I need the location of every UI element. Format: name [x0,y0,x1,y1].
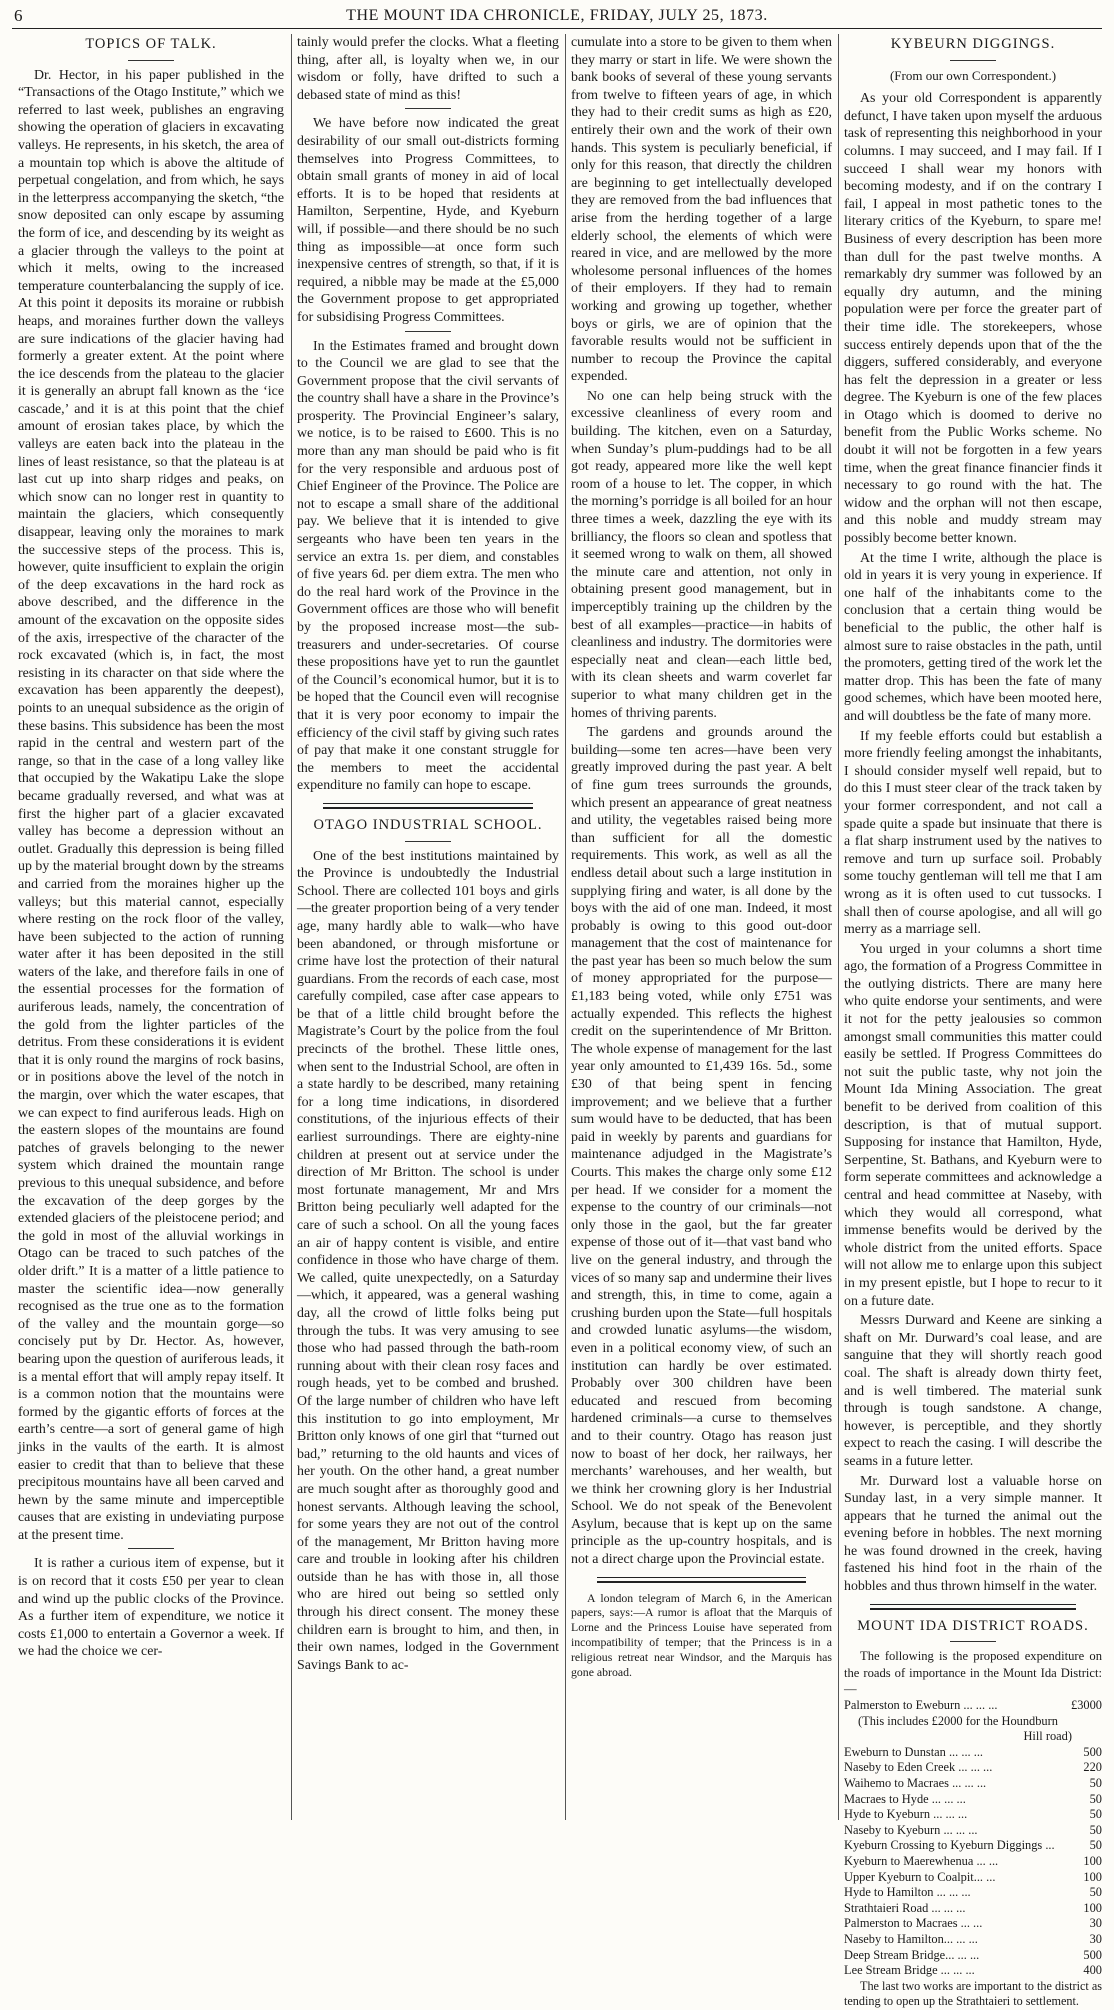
column-rule [838,34,839,1820]
masthead [12,6,1102,29]
heading-topics-of-talk: TOPICS OF TALK. [85,36,217,52]
road-name: Naseby to Eden Creek ... ... ... [844,1760,993,1775]
article-paragraph: One of the best institutions maintained by the Province is undoubtedly the Industrial School. There are collected 101 boys and girls—the greater proportion being of a very tender age, many hardly able to walk—who have been abandoned, or through misfortune or crime have lost the protection of their natural guardians. From the records of each case, most carefully compiled, case after case appears to be that of a little child brought before the Magistrate’s Court by the police from the foul precincts of the brothel. These little ones, when sent to the Industrial School, are often in a state hardly to be described, many retaining for a long time indications, in disordered constitutions, of the injurious effects of their earliest surroundings. There are eighty-nine children at present out at service under the direction of Mr Britton. The school is under most fortunate management, Mr and Mrs Britton being peculiarly well adapted for the care of such a school. On all the young faces an air of happy content is visible, and entire confidence in those who have charge of them. We called, quite unexpectedly, on a Saturday—which, it appeared, was a general washing day, all the crowd of little folks being put through the tubs. It was very amusing to see those who had passed through the bath-room running about with their clean rosy faces and rough heads, yet to be combed and brushed. Of the large number of children who have left this institution to go into employment, Mr Britton only knows of one girl that “turned out bad,” returning to the old haunts and vices of her youth. On the other hand, a great number are much sought after as thoroughly good and honest servants. Although leaving the school, for some years they are not out of the control of the management, Mr Britton having more care and trouble in looking after his children outside than he has with those in, all those who are hired out being so settled only through his direct consent. The money these children earn is brought to him, and then, in their own names, lodged in the Government Savings Bank to ac- [297,848,559,1673]
road-amount: 100 [1083,1853,1102,1868]
short-rule [128,1548,174,1549]
article-paragraph: In the Estimates framed and brought down to the Council we are glad to see that the Government propose that the civil servants of the country shall have a share in the Province’s prosperity. The Provincial Engineer’s salary, we notice, is to be raised to £600. This is no more than any man should be paid who is fit for the very responsible and arduous post of Chief Engineer of the Province. The Police are not to escape a small share of the additional pay. We believe that it is intended to give sergeants who have been ten years in the service an extra 1s. per diem, and constables of five years 6d. per diem extra. The men who do the real hard work of the Province in the Government offices are those who will benefit by the proposed increase most—the sub-treasurers and under-secretaries. Of course these propositions have yet to run the gauntlet of the Council’s economical humor, but it is to be hoped that the Council even will recognise that it is very poor economy to impair the efficiency of the civil staff by giving such rates of pay that make it one constant struggle for the members to meet the accidental expenditure no family can hope to escape. [297,338,559,794]
road-amount: 50 [1089,1838,1102,1853]
article-paragraph: As your old Correspondent is apparently defunct, I have taken upon myself the arduous task of representing this neighborhood in your columns. I may succeed, and I may fail. If I succeed I shall wear my honors with becoming modesty, and if on the contrary I fail, I appeal in most pathetic tones to the literary critics of the Kyeburn, to spare me! Business of every description has been more than dull for the past twelve months. A remarkably dry summer was followed by an equally dry autumn, and the mining population were per force the greater part of their time idle. The storekeepers, whose success entirely depends upon that of the the diggers, suffered considerably, and everyone has felt the depression in a greater or less degree. The Kyeburn is one of the few places in Otago which is doomed to derive no benefit from the Public Works scheme. No doubt it will not be forgotten in a few years time, when the great finance financier finds it necessary to go round with the hat. The widow and the orphan will not then escape, and this noble and muddy stream may possibly become better known. [844,91,1102,547]
road-amount: 100 [1083,1869,1102,1884]
road-name: Palmerston to Eweburn ... ... ... [844,1698,998,1713]
expenditure-row [844,1807,1102,1823]
road-amount: 50 [1089,1791,1102,1806]
expenditure-note: Hill road) [1023,1729,1072,1744]
road-name: Waihemo to Macraes ... ... ... [844,1776,987,1790]
column-rule [291,34,292,1820]
road-amount: 30 [1089,1931,1102,1946]
expenditure-row [844,1698,1102,1714]
road-name: Hyde to Hamilton ... ... ... [844,1885,971,1900]
road-amount: 100 [1083,1900,1102,1915]
road-name: Macraes to Hyde ... ... ... [844,1791,966,1806]
expenditure-row [844,1776,1102,1792]
road-name: Eweburn to Dunstan ... ... ... [844,1744,984,1759]
expenditure-row [844,1854,1102,1870]
article-paragraph: Messrs Durward and Keene are sinking a shaft on Mr. Durward’s coal lease, and are sanguine that they will shortly reach good coal. The shaft is already down thirty feet, and is well timbered. The material sunk through is tough sandstone. A change, however, is perceptible, and they shortly expect to reach the casing. I will describe the seams in a future letter. [844,1313,1102,1469]
article-paragraph: cumulate into a store to be given to them when they marry or start in life. We were shown the bank books of several of these young servants from twelve to fifteen years of age, in which they had to their credit sums as high as £20, entirely their own and the work of their own hands. This system is peculiarly beneficial, if only for this reason, that directly the children are beginning to get intellectually developed they are removed from the bad influences that arise from the herding together of a large elderly school, the elements of which were reared in vice, and are mellowed by the more wholesome personal influences of the homes of their employers. If they had to remain working and growing up together, whether boys or girls, we are of opinion that the favorable results would not be sufficient in number to recoup the Province the capital expended. [571,35,832,385]
road-name: Strathtaieri Road ... ... ... [844,1900,966,1915]
column-4 [844,34,1103,2009]
road-amount: 400 [1083,1963,1102,1978]
expenditure-row [844,1838,1102,1854]
column-rule [565,34,566,1820]
column-2 [297,34,559,1820]
expenditure-note: (This includes £2000 for the Houndburn [858,1713,1058,1728]
short-rule [128,60,174,61]
roads-intro: The following is the proposed expenditure on the roads of importance in the Mount Ida District:— [844,1649,1102,1697]
short-rule [405,331,451,332]
expenditure-row [844,1745,1102,1761]
short-rule [405,841,451,842]
road-amount: 50 [1089,1822,1102,1837]
expenditure-row [844,1932,1102,1948]
expenditure-note-row [844,1729,1102,1745]
column-1 [18,34,284,1820]
road-name: Upper Kyeburn to Coalpit... ... [844,1869,996,1884]
section-rule [597,1577,806,1583]
short-rule [950,1641,996,1642]
article-paragraph: It is rather a curious item of expense, but it is on record that it costs £50 per year to clean and wind up the public clocks of the Province. As a further item of expenditure, we notice it costs £1,000 to entertain a Governor a week. If we had the choice we cer- [18,1556,284,1660]
road-name: Deep Stream Bridge... ... ... [844,1947,980,1962]
subheading-correspondent: (From our own Correspondent.) [889,67,1057,83]
article-paragraph: Mr. Durward lost a valuable horse on Sunday last, in a very simple manner. It appears that he turned the animal out the evening before in hobbles. The next morning he was found drowned in the creek, having fastened his hind foot in the rhain of the hobbles and thus thrown himself in the water. [844,1473,1102,1595]
road-name: Hyde to Kyeburn ... ... ... [844,1807,968,1822]
road-name: Kyeburn to Maerewhenua ... ... [844,1853,999,1868]
road-name: Naseby to Hamilton... ... ... [844,1931,978,1946]
road-name: Palmerston to Macraes ... ... [844,1916,983,1931]
page-number: 6 [14,6,23,25]
roads-footnote: The last two works are important to the district as tending to open up the Strathtaieri to settlement. [844,1978,1103,2009]
article-paragraph: The gardens and grounds around the building—some ten acres—have been very greatly improved during the past year. A belt of fine gum trees surrounds the grounds, which present an appearance of great neatness and utility, the vegetables raised being more than sufficient for all the domestic requirements. This work, as well as all the endless detail about such a large institution in supplying firing and water, is all done by the boys with the aid of one man. Indeed, it most probably is owing to this good out-door management that the cost of maintenance for the past year has been so much below the sum of money appropriated for the purpose—£1,183 being voted, while only £751 was actually expended. This reflects the highest credit on the superintendence of Mr Britton. The whole expense of management for the last year only amounted to £1,439 16s. 5d., some £30 of that being spent in fencing improvement; and we believe that a further sum would have to be deducted, that has been paid in weekly by parents and guardians for maintenance adjudged in the Magistrate’s Courts. This makes the charge only some £12 per head. If we consider for a moment the expense to the country of our criminals—not only those in the gaol, but the far greater expense of those out of it—that vast band who live on the general industry, and through the vices of so many sap and undermine their lives and strength, this, in time to come, again a crushing burden upon the State—full hospitals and crowded lunatic asylums—the wisdom, even in a political economy view, of such an institution can hardly be over estimated. Probably over 300 children have been educated and rescued from becoming hardened criminals—a curse to themselves and to their country. Otago has reason just now to boast of her dock, her railways, her merchants’ warehouses, and her wealth, but we think her crowning glory is her Industrial School. We do not speak of the Benevolent Asylum, because that is kept up on the same principle as the up-country hospitals, and is not a direct charge upon the Provincial estate. [571,725,832,1568]
expenditure-row [844,1870,1102,1886]
short-rule [950,60,996,61]
expenditure-row [844,1885,1102,1901]
road-amount: 50 [1089,1776,1102,1790]
road-name: Lee Stream Bridge ... ... ... [844,1963,975,1978]
column-3 [571,34,832,1820]
expenditure-row [844,1792,1102,1808]
road-name: Kyeburn Crossing to Kyeburn Diggings ... [844,1838,1055,1853]
heading-kybeurn-diggings: KYBEURN DIGGINGS. [890,36,1056,52]
road-name: Naseby to Kyeburn ... ... ... [844,1822,978,1837]
short-rule [405,108,451,109]
road-amount: 500 [1083,1744,1102,1759]
section-rule [323,803,533,809]
expenditure-table [844,1698,1102,1979]
article-paragraph: At the time I write, although the place is old in years it is very young in experience. If one half of the inhabitants come to the conclusion that a certain thing would be beneficial to the public, the other half is almost sure to raise obstacles in the path, until the promoters, getting tired of the work let the matter drop. This has been the fate of many good schemes, which have been mooted here, and will doubtless be the fate of many more. [844,550,1102,724]
road-amount: 500 [1083,1947,1102,1962]
expenditure-note-row [844,1714,1102,1730]
road-amount: 30 [1089,1916,1102,1931]
section-rule [870,1604,1076,1610]
expenditure-row [844,1916,1102,1932]
road-amount: 50 [1089,1885,1102,1900]
expenditure-row [844,1948,1102,1964]
article-paragraph: tainly would prefer the clocks. What a fleeting thing, after all, is loyalty when we, in our wisdom or folly, have drifted to such a debased state of mind as this! [297,35,559,103]
article-paragraph: We have before now indicated the great desirability of our small out-districts forming themselves into Progress Committees, to obtain small grants of money in aid of local efforts. It is to be hoped that residents at Hamilton, Serpentine, Hyde, and Kyeburn will, if possible—and there should be no such thing as impossible—at once form such inexpensive centres of strength, so that, if it is required, a nibble may be made at the £5,000 the Government propose to get appropriated for subsidising Progress Committees. [297,116,559,325]
expenditure-row [844,1963,1102,1979]
article-paragraph: If my feeble efforts could but establish a more friendly feeling amongst the inhabitants, I should consider myself well repaid, but to do this I must steer clear of the track taken by your former correspondent, and not call a spade quite a spade but insinuate that there is a flat sharp instrument used by the natives to remove and turn up surface soil. Probably some touchy gentleman will tell me that I am wrong as it is often used to cut tussocks. I shall then of course apologise, and all will go merry as a marriage sell. [844,728,1102,938]
article-paragraph: You urged in your columns a short time ago, the formation of a Progress Committee in the outlying districts. There are many here who quite endorse your sentiments, and were it not for the petty jealousies so common amongst small communities this matter could easily be settled. If Progress Committees do not suit the public taste, why not join the Mount Ida Mining Association. The great benefit to be derived from coalition of this description, is that of mutual support. Supposing for instance that Hamilton, Hyde, Serpentine, St. Bathans, and Kyeburn were to form seperate committees and acknowledge a central and head committee at Naseby, with which they would all correspond, what immense benefits would be derived by the whole district from the united efforts. Space will not allow me to enlarge upon this subject in my present epistle, but I hope to recur to it on a future date. [844,941,1102,1309]
expenditure-row [844,1823,1102,1839]
expenditure-row [844,1901,1102,1917]
masthead-title: THE MOUNT IDA CHRONICLE, FRIDAY, JULY 25, 1873. [346,7,768,24]
article-paragraph: No one can help being struck with the excessive cleanliness of every room and building. The kitchen, even on a Saturday, when Sunday’s plum-puddings had to be all got ready, appeared more like the well kept room of a house to let. The copper, in which the morning’s porridge is all boiled for an hour three times a week, dazzling the eye with its brilliancy, the floors so clean and spotless that it seemed wrong to walk on them, all showed the minute care and attention, not only in obtaining present good management, but in imperceptibly training up the children by the best of all examples—practice—in habits of cleanliness and industry. The dormitories were especially neat and clean—each little bed, with its clean sheets and warm coverlet far superior to what many children get in the homes of thriving parents. [571,388,832,721]
road-amount: £3000 [1071,1698,1102,1713]
expenditure-row [844,1760,1102,1776]
heading-industrial-school: OTAGO INDUSTRIAL SCHOOL. [313,816,543,833]
article-paragraph: Dr. Hector, in his paper published in the “Transactions of the Otago Institute,” which we referred to last week, publishes an engraving showing the operation of glaciers in excavating valleys. He represents, in his sketch, the area of a mountain top which is above the altitude of perpetual congelation, and from which, he says in the letterpress accompanying the sketch, “the snow deposited can only escape by assuming the form of ice, and descending by its weight as a glacier through the valleys to the point at which it melts, owing to the increased temperature counterbalancing the supply of ice. At this point it deposits its moraine or rubbish heaps, and moraines further down the valleys are sure indications of the glacier having had formerly a greater extent. At the point where the ice descends from the plateau to the glacier it is generally an abrupt fall known as the ‘ice cascade,’ and it is at this point that the chief amount of erosian takes place, by which the valleys are eaten back into the plateau in the lines of least resistance, so that the plateau is at last cut up into sharp ridges and peaks, on which snow can no longer rest in quantity to maintain the glaciers, which consequently disappear, leaving only the moraines to mark the successive steps of the process. This is, however, quite insufficient to explain the origin of the deep excavations in the hard rock as above described, and the difference in the amount of the excavation on the opposite sides of the axis, irrespective of the character of the rock excavated (which is, in fact, the most resisting in its character on that side where the excavation has been apparently the deepest), points to an unequal subsidence as the origin of these basins. This subsidence has been the most rapid in the central and western part of the range, so that in the case of a long valley like that occupied by the Wakatipu Lake the slope became gradually reversed, and what was at first the higher part of a glacier excavated valley has become a depression without an outlet. Gradually this depression is being filled up by the material brought down by the streams and carried from the moraines higher up the valleys; but this material cannot, especially where resting on the rock floor of the valley, have been subjected to the action of running water after it has been deposited in the still waters of the lake, and therefore fails in one of the essential processes for the formation of auriferous leads, namely, the concentration of the gold from the lighter particles of the detritus. From these considerations it is evident that it is only round the margins of rock basins, or in positions above the level of the notch in the margin, over which the water escapes, that we can expect to find auriferous leads. High on the eastern slopes of the mountains are found patches of gravels belonging to the newer system which drained the mountain range previous to this unequal subsidence, and before the excavation of the deep gorges by the extended glaciers of the pleistocene period; and the gold in most of the alluvial workings in Otago can be traced to such patches of the older drift.” It is a matter of a little patience to master the scientific idea—now generally recognised as the true one as to the formation of the valley and the mountain gorge—so concisely put by Dr. Hector. As, however, bearing upon the question of auriferous leads, it is a mental effort that will amply repay itself. It is a common notion that the mountains were formed by the gigantic efforts of forces at the earth’s centre—a sort of general game of high jinks in the vaults of the earth. It is almost easier to credit that than to believe that these precipitous mountains have all been carved and hewn by the same minute and imperceptible causes that are existing in undeviating purpose at the present time. [18,67,284,1543]
heading-district-roads: MOUNT IDA DISTRICT ROADS. [857,1617,1089,1634]
road-amount: 50 [1089,1807,1102,1822]
telegram-paragraph: A london telegram of March 6, in the American papers, says:—A rumor is afloat that the Marquis of Lorne and the Princess Louise have seperated from incompatibility of temper; that the Princess is in a religious retreat near Windsor, and the Marquis has gone abroad. [571,1590,832,1679]
road-amount: 220 [1083,1760,1102,1775]
